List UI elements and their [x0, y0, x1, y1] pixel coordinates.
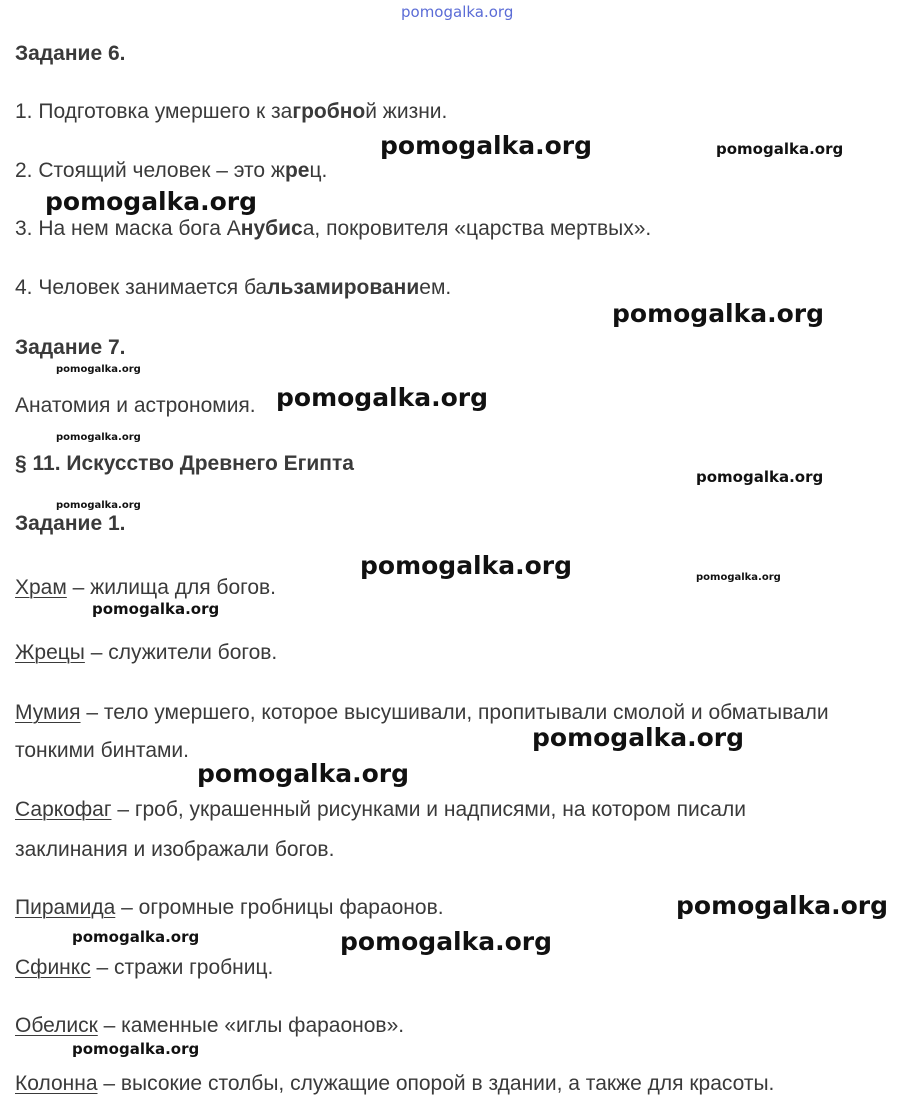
- watermark: pomogalka.org: [56, 364, 141, 375]
- term-definition: – гроб, украшенный рисунками и надписями, на котором писали: [111, 798, 746, 821]
- term-row: [15, 895, 444, 921]
- term: Жрецы: [15, 641, 85, 664]
- watermark: pomogalka.org: [716, 140, 844, 158]
- term-definition-continued: заклинания и изображали богов.: [15, 838, 335, 861]
- watermark: pomogalka.org: [56, 432, 141, 443]
- term-row: [15, 1013, 404, 1039]
- task6-item-2: [15, 158, 327, 184]
- watermark: pomogalka.org: [380, 131, 593, 160]
- term-definition: – тело умершего, которое высушивали, пропитывали смолой и обматывали: [80, 701, 829, 724]
- term: Саркофаг: [15, 798, 112, 821]
- watermark: pomogalka.org: [612, 299, 825, 328]
- task6-item-4: [15, 275, 451, 301]
- term: Храм: [15, 576, 67, 599]
- term-definition: – огромные гробницы фараонов.: [115, 896, 444, 919]
- term-definition: – высокие столбы, служащие опорой в здании, а также для красоты.: [97, 1072, 775, 1095]
- task6-title: Задание 6.: [15, 42, 126, 65]
- watermark: pomogalka.org: [92, 600, 220, 618]
- item-text: 1. Подготовка умершего к за: [15, 100, 293, 123]
- item-text: 2. Стоящий человек – это ж: [15, 159, 285, 182]
- watermark: pomogalka.org: [676, 891, 889, 920]
- item-emphasis: нубис: [240, 217, 303, 240]
- watermark: pomogalka.org: [45, 187, 258, 216]
- watermark: pomogalka.org: [696, 572, 781, 583]
- term: Мумия: [15, 701, 81, 724]
- item-emphasis: льзамировани: [267, 276, 420, 299]
- item-text: 3. На нем маска бога А: [15, 217, 241, 240]
- header-watermark: pomogalka.org: [401, 3, 514, 21]
- term-definition: – жилища для богов.: [66, 576, 277, 599]
- watermark: pomogalka.org: [56, 500, 141, 511]
- task6-item-3: [15, 216, 651, 242]
- term: Пирамида: [15, 896, 116, 919]
- item-text: а, покровителя «царства мертвых».: [302, 217, 652, 240]
- term-definition-continued: тонкими бинтами.: [15, 739, 189, 762]
- term-definition: – стражи гробниц.: [90, 956, 274, 979]
- item-text: 4. Человек занимается ба: [15, 276, 268, 299]
- term-row: [15, 955, 273, 981]
- term-row: [15, 1071, 774, 1097]
- section-title: § 11. Искусство Древнего Египта: [15, 452, 354, 475]
- watermark: pomogalka.org: [360, 551, 573, 580]
- task6-item-1: [15, 99, 447, 125]
- task7-title: Задание 7.: [15, 336, 126, 359]
- item-emphasis: ре: [284, 159, 310, 182]
- item-text: й жизни.: [365, 100, 448, 123]
- term-row: [15, 797, 746, 823]
- term: Колонна: [15, 1072, 98, 1095]
- watermark: pomogalka.org: [532, 723, 745, 752]
- item-text: ем.: [419, 276, 452, 299]
- watermark: pomogalka.org: [276, 383, 489, 412]
- term: Сфинкс: [15, 956, 91, 979]
- watermark: pomogalka.org: [340, 927, 553, 956]
- watermark: pomogalka.org: [197, 759, 410, 788]
- term-definition: – служители богов.: [84, 641, 278, 664]
- term: Обелиск: [15, 1014, 98, 1037]
- watermark: pomogalka.org: [72, 1040, 200, 1058]
- watermark: pomogalka.org: [696, 468, 824, 486]
- item-text: ц.: [309, 159, 328, 182]
- term-definition: – каменные «иглы фараонов».: [97, 1014, 405, 1037]
- term-row: [15, 575, 276, 601]
- term-row: [15, 640, 277, 666]
- task7-text: Анатомия и астрономия.: [15, 394, 256, 417]
- item-emphasis: гробно: [292, 100, 366, 123]
- watermark: pomogalka.org: [72, 928, 200, 946]
- task1-title: Задание 1.: [15, 512, 126, 535]
